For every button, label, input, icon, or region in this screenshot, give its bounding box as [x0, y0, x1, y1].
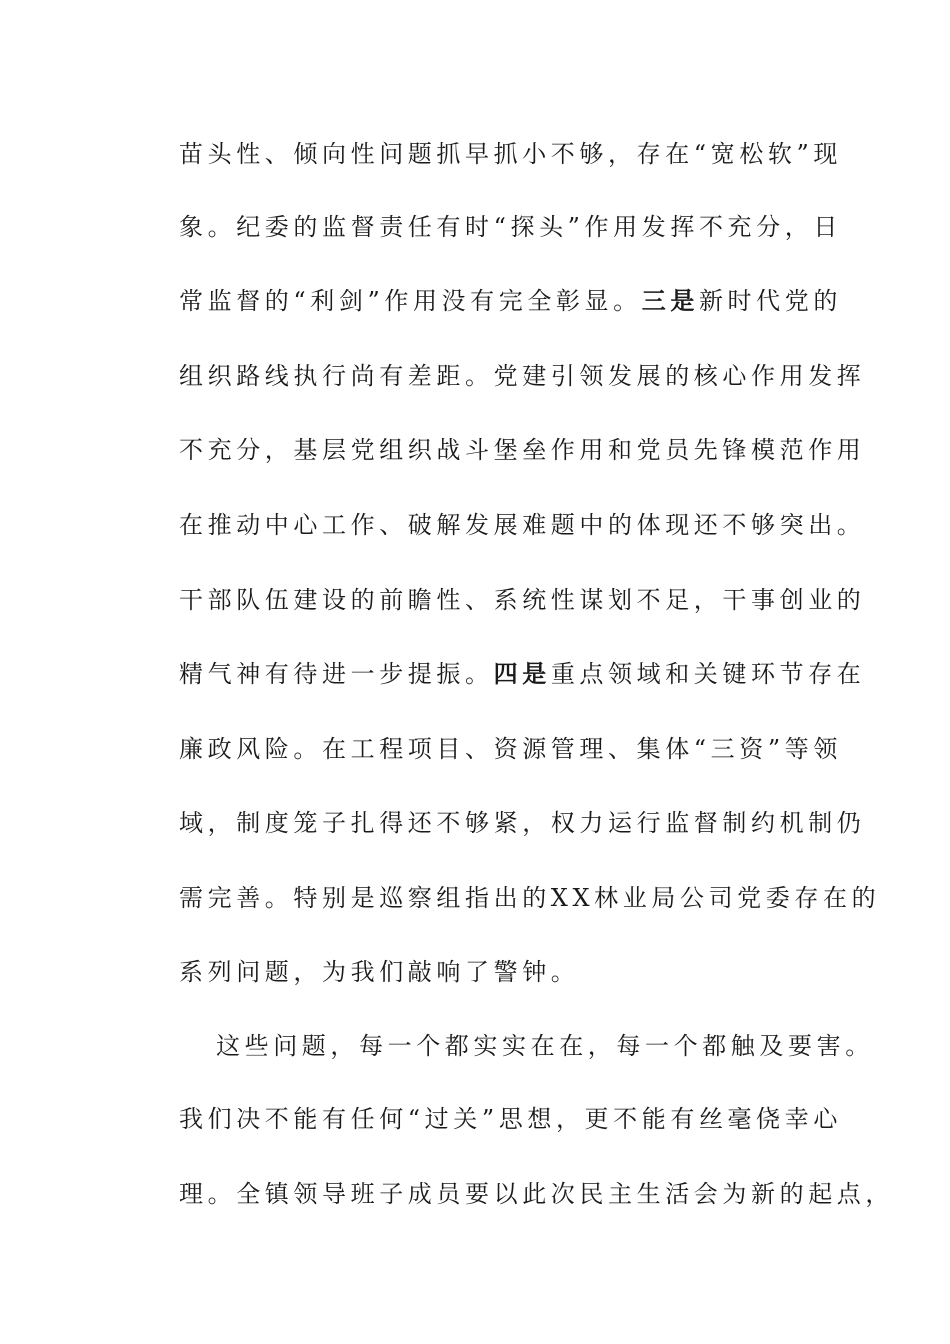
text-line: 干部队伍建设的前瞻性、系统性谋划不足，干事创业的 [179, 586, 866, 614]
text-line: 象。纪委的监督责任有时“探头”作用发挥不充分，日 [179, 213, 842, 241]
text-line: 理。全镇领导班子成员要以此次民主生活会为新的起点， [179, 1180, 894, 1208]
bold-ordinal: 三是 [641, 286, 699, 315]
text-line: 需完善。特别是巡察组指出的XX林业局公司党委存在的 [179, 884, 881, 912]
text-line: 苗头性、倾向性问题抓早抓小不够，存在“宽松软”现 [179, 140, 842, 168]
paragraph-first-line: 这些问题，每一个都实实在在，每一个都触及要害。 [216, 1032, 874, 1060]
bold-ordinal: 四是 [493, 659, 551, 688]
text-line: 系列问题，为我们敲响了警钟。 [179, 958, 580, 986]
text-line: 精气神有待进一步提振。四是重点领域和关键环节存在 [179, 659, 866, 688]
text-line: 不充分，基层党组织战斗堡垒作用和党员先锋模范作用 [179, 436, 866, 464]
text-line: 常监督的“利剑”作用没有完全彰显。三是新时代党的 [179, 286, 842, 315]
text-line: 廉政风险。在工程项目、资源管理、集体“三资”等领 [179, 735, 842, 763]
text-line: 我们决不能有任何“过关”思想，更不能有丝毫侥幸心 [179, 1105, 842, 1133]
text-line: 域，制度笼子扎得还不够紧，权力运行监督制约机制仍 [179, 809, 866, 837]
text-line: 组织路线执行尚有差距。党建引领发展的核心作用发挥 [179, 362, 866, 390]
text-line: 在推动中心工作、破解发展难题中的体现还不够突出。 [179, 511, 866, 539]
